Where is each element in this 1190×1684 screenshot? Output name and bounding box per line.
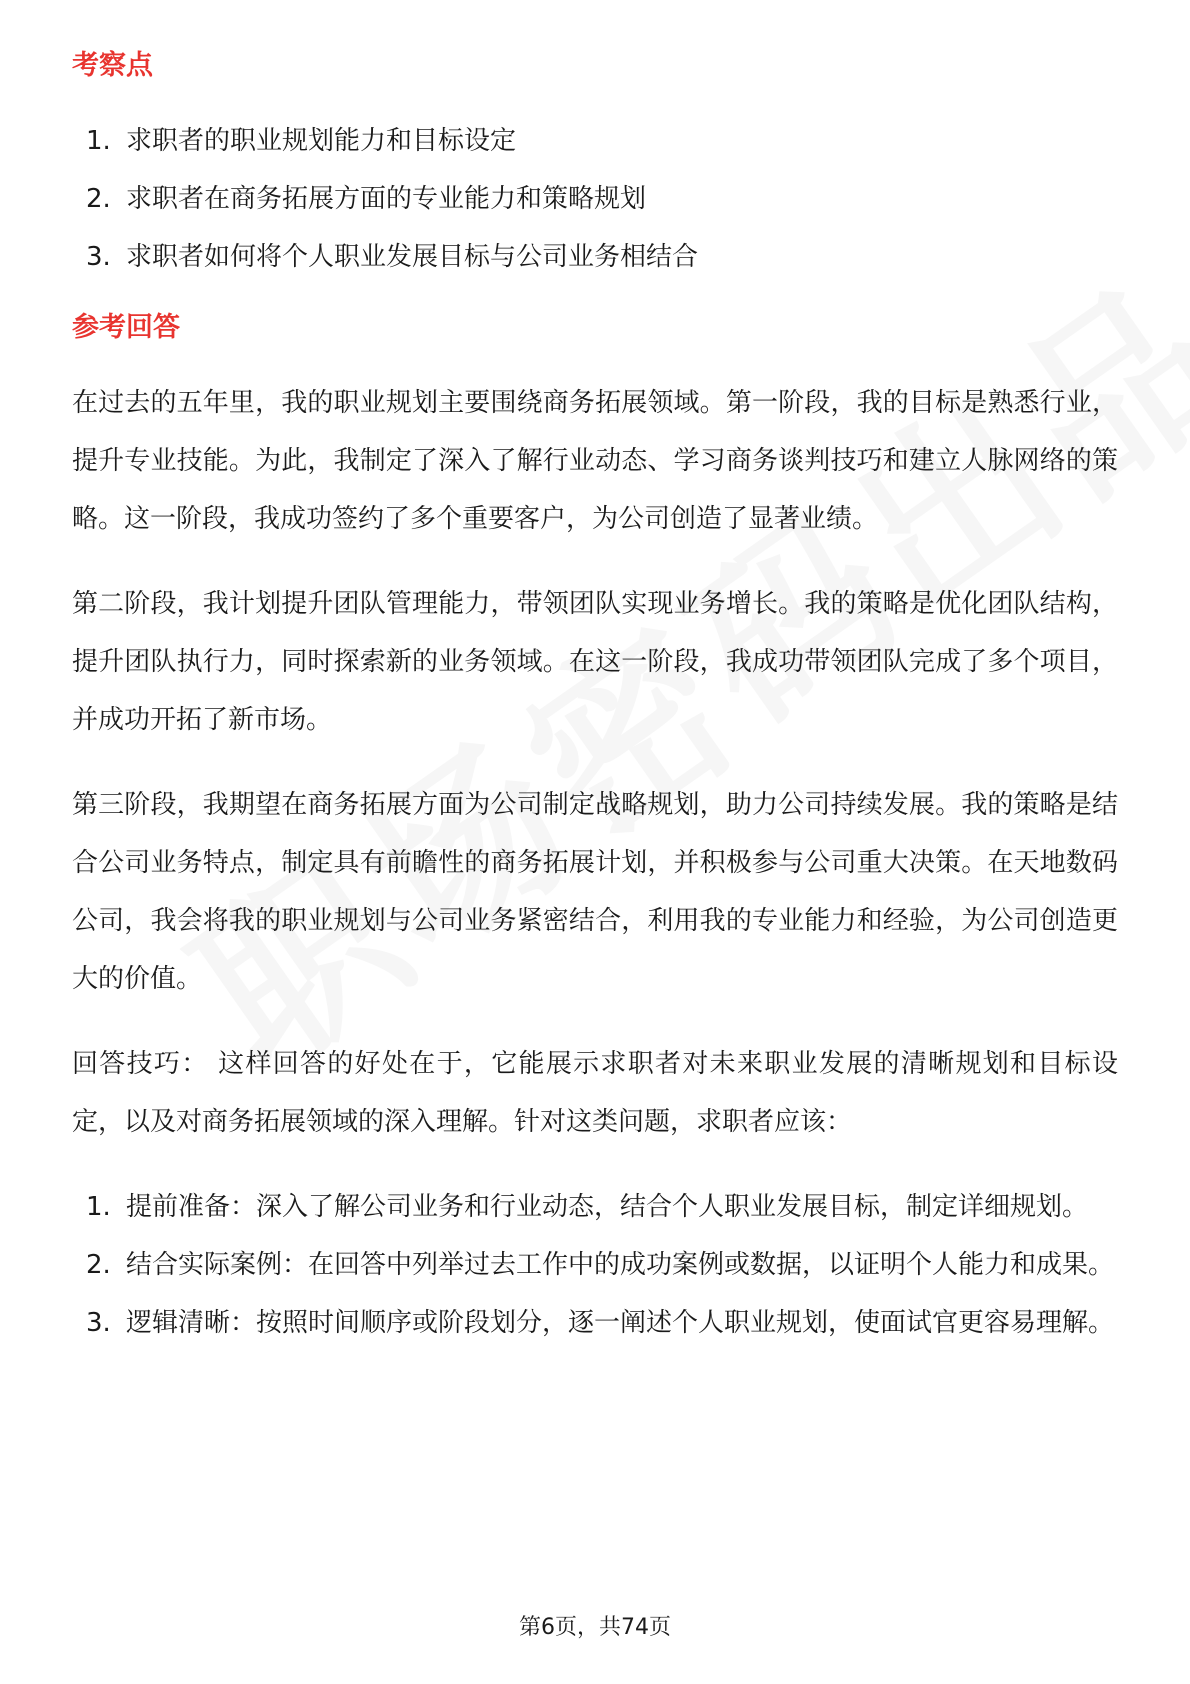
list-item-number: 2. — [86, 184, 111, 214]
section-title-focus: 考察点 — [72, 50, 153, 81]
list-item-number: 1. — [86, 126, 111, 156]
answer-paragraph-2: 第二阶段，我计划提升团队管理能力，带领团队实现业务增长。我的策略是优化团队结构，提升团队执行力，同时探索新的业务领域。在这一阶段，我成功带领团队完成了多个项目，并成功开拓了新市场。 — [72, 589, 1118, 735]
list-item-text: 结合实际案例：在回答中列举过去工作中的成功案例或数据，以证明个人能力和成果。 — [126, 1250, 1115, 1280]
list-item-text: 求职者的职业规划能力和目标设定 — [126, 126, 517, 156]
list-item — [72, 170, 1118, 228]
tips-list — [72, 1178, 1118, 1352]
list-item-text: 提前准备：深入了解公司业务和行业动态，结合个人职业发展目标，制定详细规划。 — [126, 1192, 1089, 1222]
list-item — [72, 1236, 1118, 1294]
list-item-number: 3. — [86, 242, 111, 272]
list-item-number: 3. — [86, 1308, 111, 1338]
focus-list — [72, 112, 1118, 286]
list-item — [72, 228, 1118, 286]
answer-paragraph-3: 第三阶段，我期望在商务拓展方面为公司制定战略规划，助力公司持续发展。我的策略是结合公司业务特点，制定具有前瞻性的商务拓展计划，并积极参与公司重大决策。在天地数码公司，我会将我的职业规划与公司业务紧密结合，利用我的专业能力和经验，为公司创造更大的价值。 — [72, 790, 1118, 994]
page-number-footer: 第6页，共74页 — [519, 1615, 671, 1640]
section-title-answer: 参考回答 — [72, 312, 180, 343]
list-item-text: 求职者在商务拓展方面的专业能力和策略规划 — [126, 184, 647, 214]
list-item — [72, 112, 1118, 170]
list-item-text: 求职者如何将个人职业发展目标与公司业务相结合 — [126, 242, 699, 272]
list-item-text: 逻辑清晰：按照时间顺序或阶段划分，逐一阐述个人职业规划，使面试官更容易理解。 — [126, 1308, 1115, 1338]
page-content — [72, 46, 1118, 1352]
list-item — [72, 1294, 1118, 1352]
answer-tips-intro: 回答技巧： 这样回答的好处在于，它能展示求职者对未来职业发展的清晰规划和目标设定，以及对商务拓展领域的深入理解。针对这类问题，求职者应该： — [72, 1049, 1118, 1137]
answer-paragraph-1: 在过去的五年里，我的职业规划主要围绕商务拓展领域。第一阶段，我的目标是熟悉行业，提升专业技能。为此，我制定了深入了解行业动态、学习商务谈判技巧和建立人脉网络的策略。这一阶段，我成功签约了多个重要客户，为公司创造了显著业绩。 — [72, 388, 1118, 534]
list-item-number: 1. — [86, 1192, 111, 1222]
list-item-number: 2. — [86, 1250, 111, 1280]
list-item — [72, 1178, 1118, 1236]
